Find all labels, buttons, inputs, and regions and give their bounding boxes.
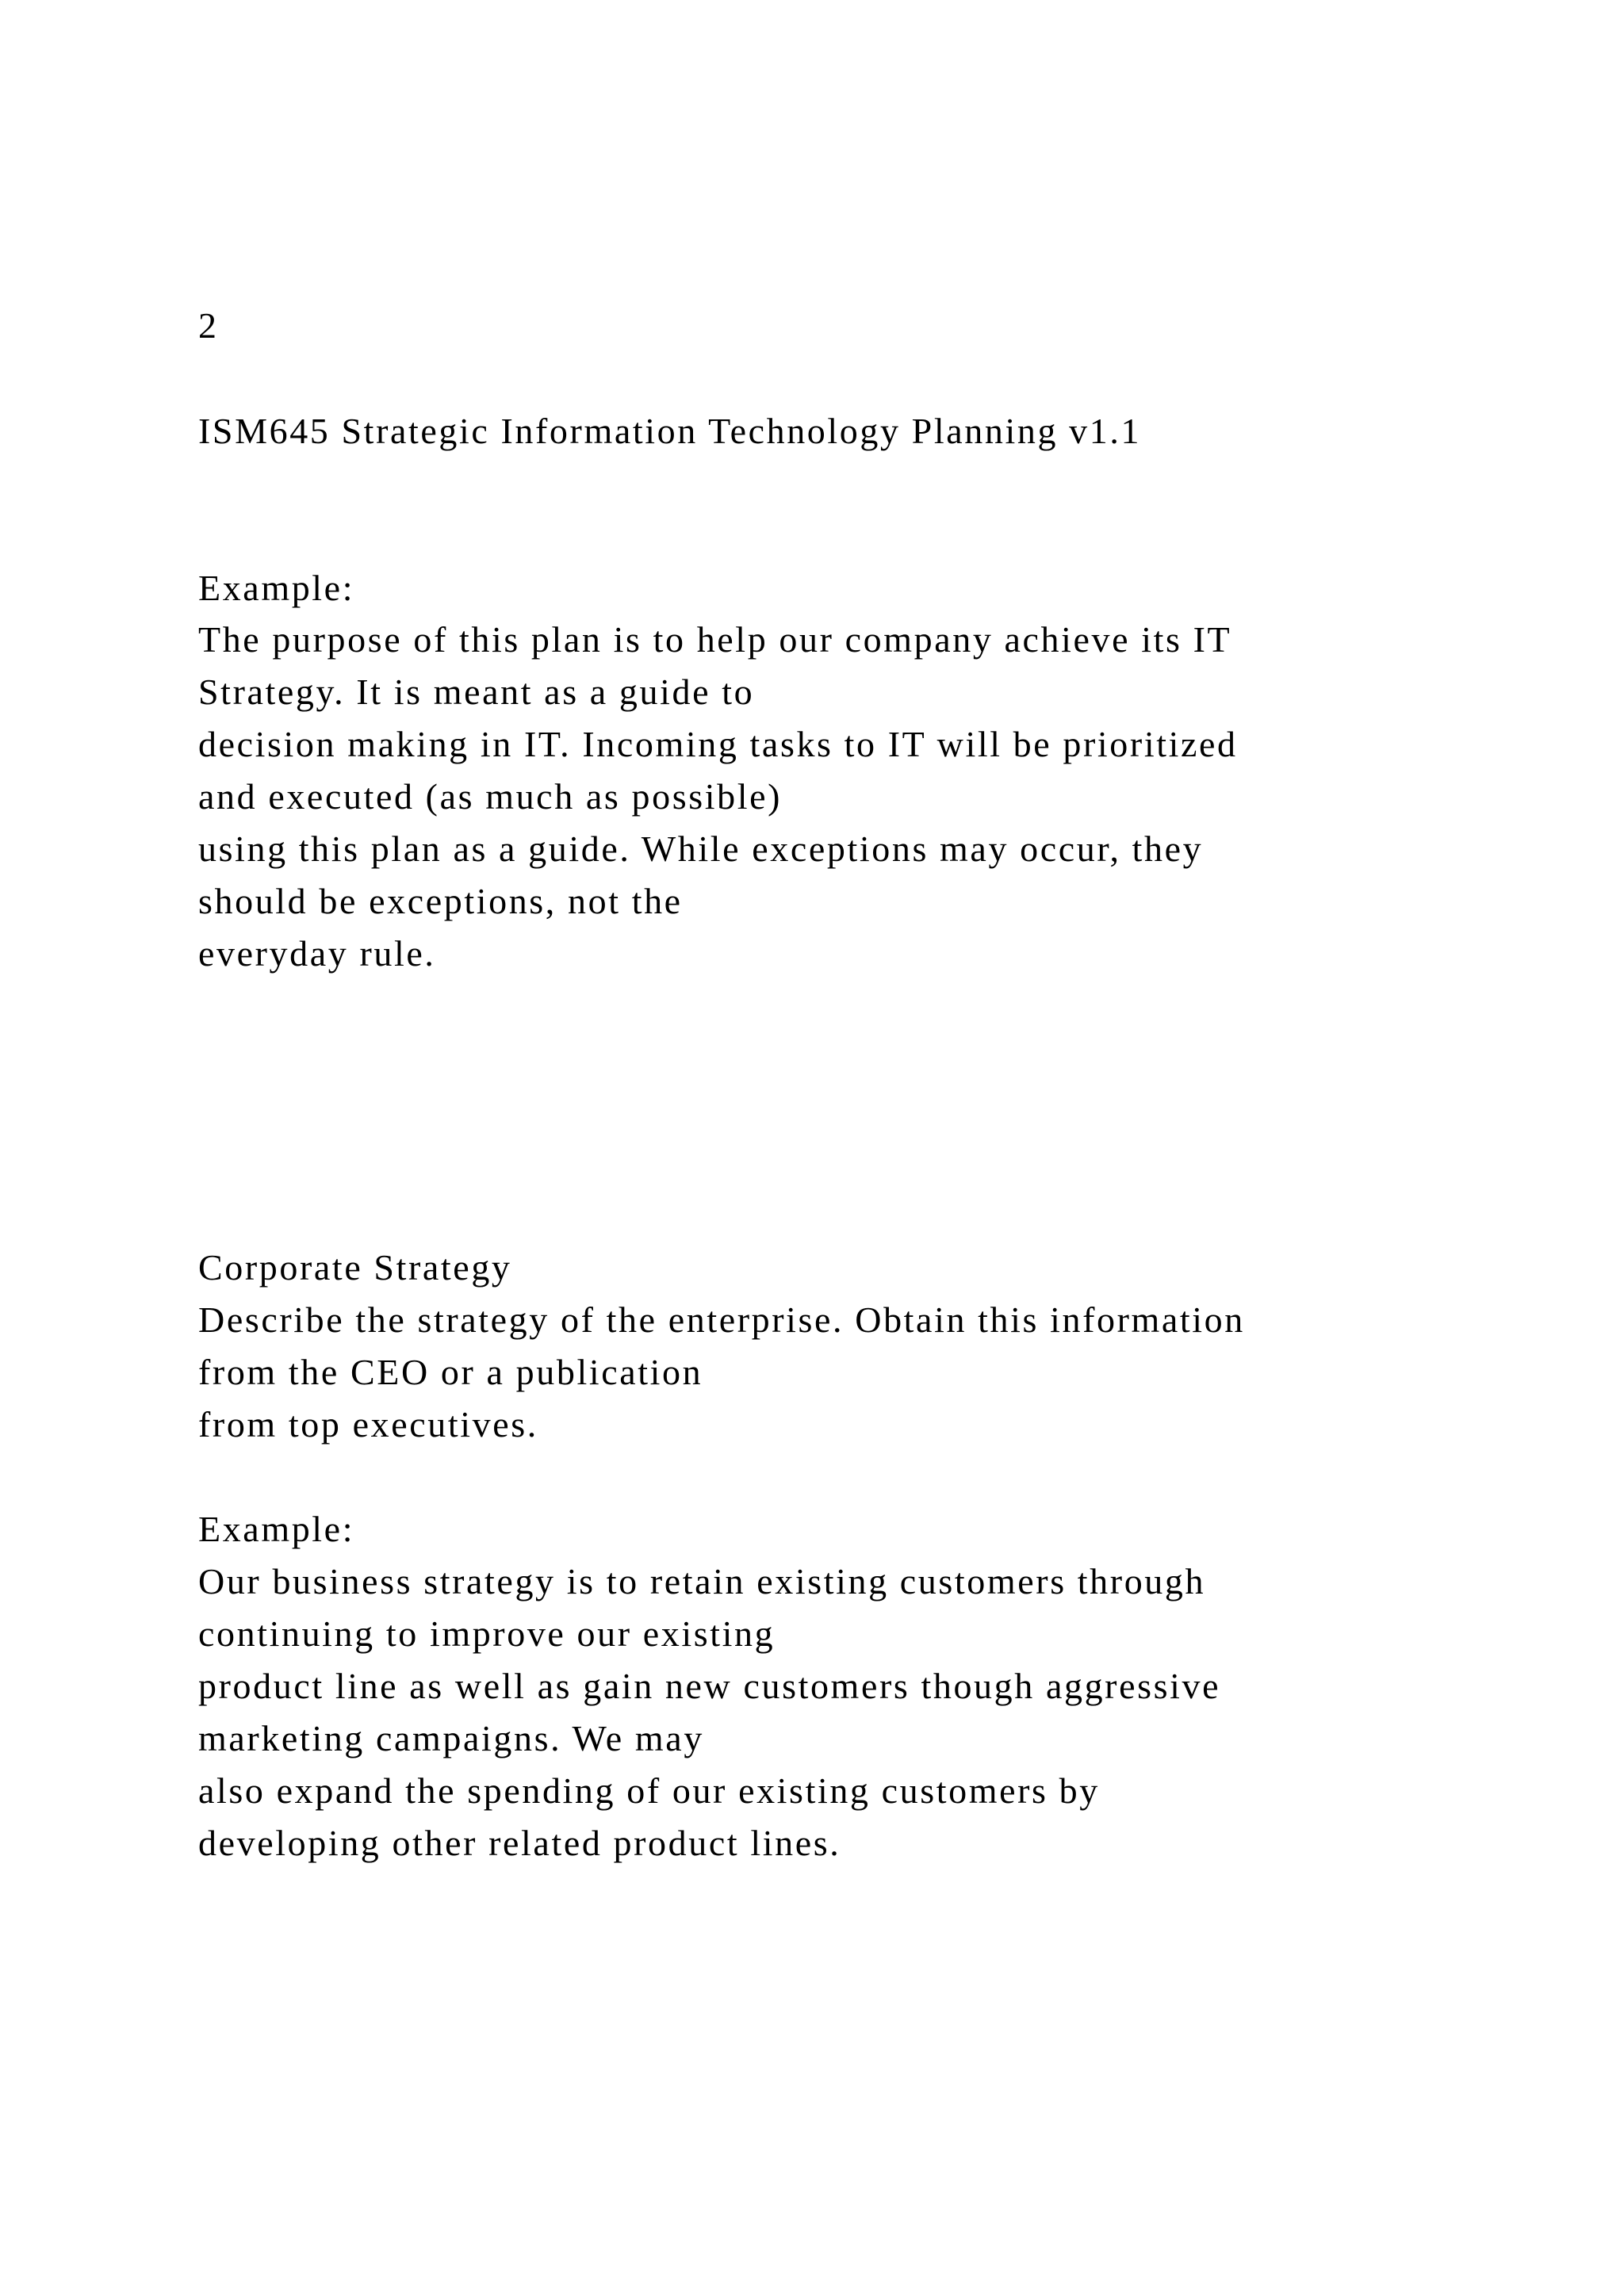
paragraph-line: The purpose of this plan is to help our company achieve its IT (198, 619, 1232, 660)
paragraph-line: decision making in IT. Incoming tasks to IT will be prioritized (198, 724, 1238, 764)
paragraph-line: continuing to improve our existing (198, 1613, 776, 1654)
paragraph-line: should be exceptions, not the (198, 881, 683, 921)
paragraph-line: using this plan as a guide. While exceptions may occur, they (198, 828, 1204, 869)
paragraph-line: also expand the spending of our existing customers by (198, 1770, 1100, 1811)
paragraph-line: product line as well as gain new customers though aggressive (198, 1666, 1221, 1706)
paragraph-line: from top executives. (198, 1404, 538, 1445)
paragraph-line: Our business strategy is to retain existing customers through (198, 1561, 1206, 1601)
document-title: ISM645 Strategic Information Technology Planning v1.1 (198, 411, 1142, 451)
example-label-1: Example: (198, 568, 355, 608)
paragraph-line: Describe the strategy of the enterprise. Obtain this information (198, 1299, 1245, 1340)
paragraph-line: from the CEO or a publication (198, 1352, 703, 1392)
paragraph-line: and executed (as much as possible) (198, 776, 783, 817)
paragraph-line: Strategy. It is meant as a guide to (198, 672, 755, 712)
paragraph-line: developing other related product lines. (198, 1823, 841, 1863)
section-heading: Corporate Strategy (198, 1247, 512, 1288)
paragraph-line: everyday rule. (198, 933, 436, 974)
example-label-2: Example: (198, 1509, 355, 1549)
page-number: 2 (198, 305, 219, 346)
paragraph-line: marketing campaigns. We may (198, 1718, 704, 1758)
